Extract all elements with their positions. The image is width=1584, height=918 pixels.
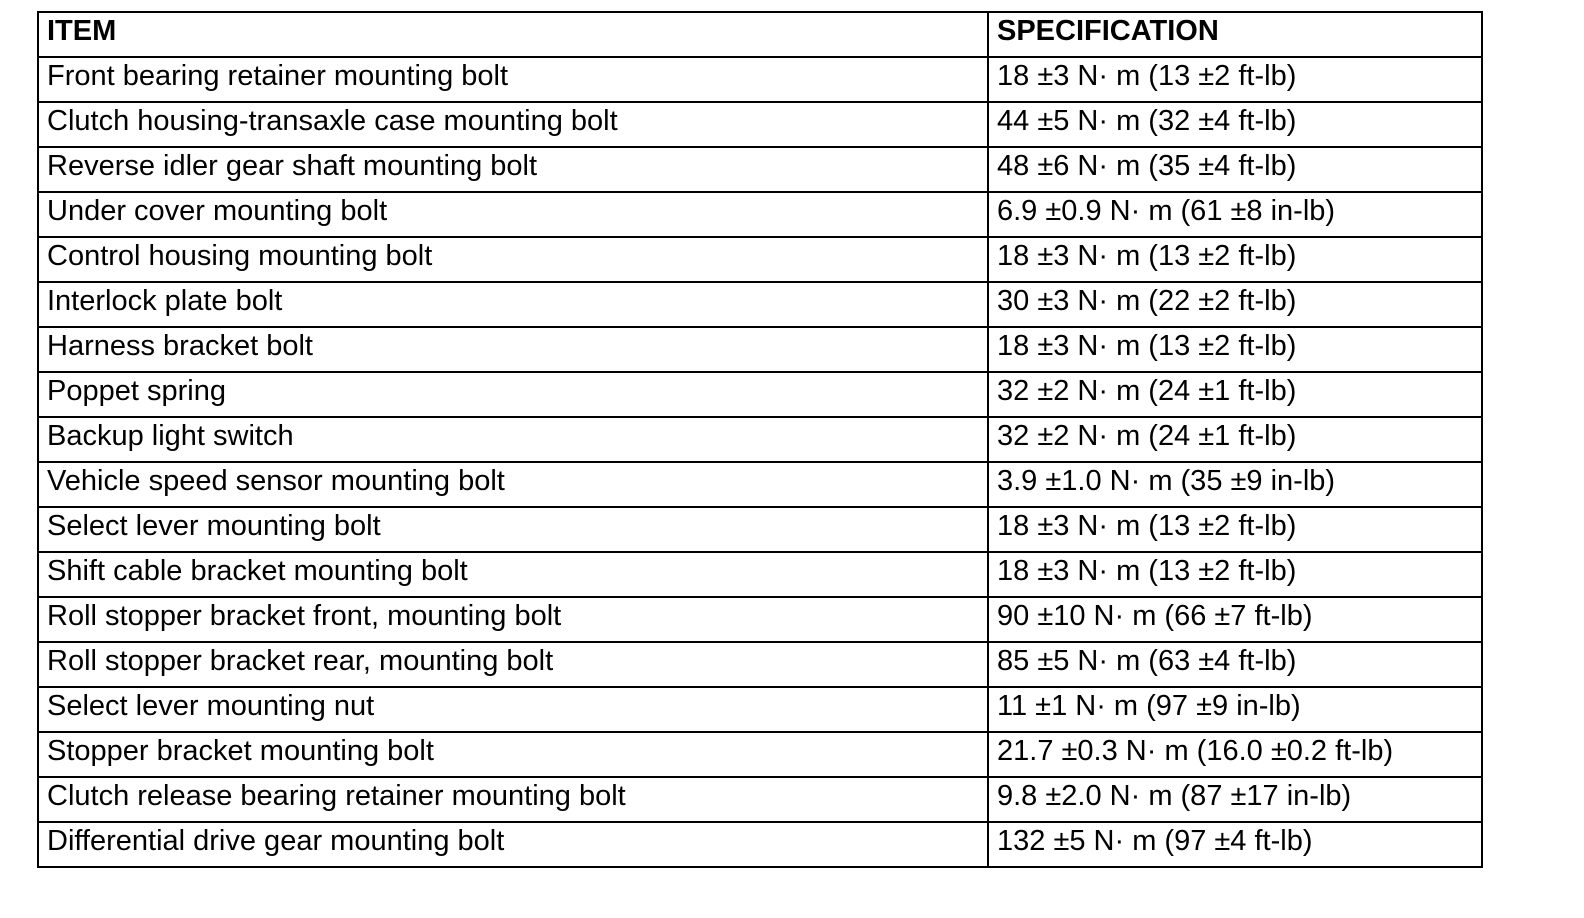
item-cell: Differential drive gear mounting bolt [38, 822, 988, 867]
specification-cell: 9.8 ±2.0 N· m (87 ±17 in-lb) [988, 777, 1482, 822]
item-cell: Interlock plate bolt [38, 282, 988, 327]
table-row [38, 777, 1482, 822]
specification-cell: 18 ±3 N· m (13 ±2 ft-lb) [988, 57, 1482, 102]
item-column-header: ITEM [38, 12, 988, 57]
item-cell: Backup light switch [38, 417, 988, 462]
specification-cell: 21.7 ±0.3 N· m (16.0 ±0.2 ft-lb) [988, 732, 1482, 777]
item-cell: Vehicle speed sensor mounting bolt [38, 462, 988, 507]
specification-cell: 85 ±5 N· m (63 ±4 ft-lb) [988, 642, 1482, 687]
specification-cell: 90 ±10 N· m (66 ±7 ft-lb) [988, 597, 1482, 642]
table-row [38, 102, 1482, 147]
table-row [38, 687, 1482, 732]
torque-spec-table [37, 11, 1483, 868]
item-cell: Shift cable bracket mounting bolt [38, 552, 988, 597]
item-cell: Clutch housing-transaxle case mounting bolt [38, 102, 988, 147]
specification-cell: 18 ±3 N· m (13 ±2 ft-lb) [988, 507, 1482, 552]
specification-cell: 18 ±3 N· m (13 ±2 ft-lb) [988, 327, 1482, 372]
table-row [38, 237, 1482, 282]
table-row [38, 282, 1482, 327]
table-row [38, 732, 1482, 777]
header-row [38, 12, 1482, 57]
table-row [38, 597, 1482, 642]
table-row [38, 552, 1482, 597]
specification-column-header: SPECIFICATION [988, 12, 1482, 57]
table-row [38, 57, 1482, 102]
item-cell: Stopper bracket mounting bolt [38, 732, 988, 777]
table-row [38, 372, 1482, 417]
specification-cell: 11 ±1 N· m (97 ±9 in-lb) [988, 687, 1482, 732]
item-cell: Reverse idler gear shaft mounting bolt [38, 147, 988, 192]
specification-cell: 18 ±3 N· m (13 ±2 ft-lb) [988, 552, 1482, 597]
table-body [38, 57, 1482, 867]
item-cell: Under cover mounting bolt [38, 192, 988, 237]
table-row [38, 417, 1482, 462]
table-row [38, 327, 1482, 372]
specification-cell: 32 ±2 N· m (24 ±1 ft-lb) [988, 417, 1482, 462]
item-cell: Harness bracket bolt [38, 327, 988, 372]
item-cell: Poppet spring [38, 372, 988, 417]
item-cell: Roll stopper bracket front, mounting bolt [38, 597, 988, 642]
specification-cell: 6.9 ±0.9 N· m (61 ±8 in-lb) [988, 192, 1482, 237]
item-cell: Clutch release bearing retainer mounting bolt [38, 777, 988, 822]
specification-cell: 3.9 ±1.0 N· m (35 ±9 in-lb) [988, 462, 1482, 507]
specification-cell: 18 ±3 N· m (13 ±2 ft-lb) [988, 237, 1482, 282]
specification-cell: 32 ±2 N· m (24 ±1 ft-lb) [988, 372, 1482, 417]
specification-cell: 132 ±5 N· m (97 ±4 ft-lb) [988, 822, 1482, 867]
table-header [38, 12, 1482, 57]
table-row [38, 822, 1482, 867]
table-row [38, 507, 1482, 552]
specification-cell: 30 ±3 N· m (22 ±2 ft-lb) [988, 282, 1482, 327]
table-row [38, 462, 1482, 507]
table-row [38, 147, 1482, 192]
specification-cell: 48 ±6 N· m (35 ±4 ft-lb) [988, 147, 1482, 192]
table-row [38, 192, 1482, 237]
item-cell: Select lever mounting bolt [38, 507, 988, 552]
item-cell: Control housing mounting bolt [38, 237, 988, 282]
table-row [38, 642, 1482, 687]
item-cell: Front bearing retainer mounting bolt [38, 57, 988, 102]
item-cell: Select lever mounting nut [38, 687, 988, 732]
specification-cell: 44 ±5 N· m (32 ±4 ft-lb) [988, 102, 1482, 147]
item-cell: Roll stopper bracket rear, mounting bolt [38, 642, 988, 687]
